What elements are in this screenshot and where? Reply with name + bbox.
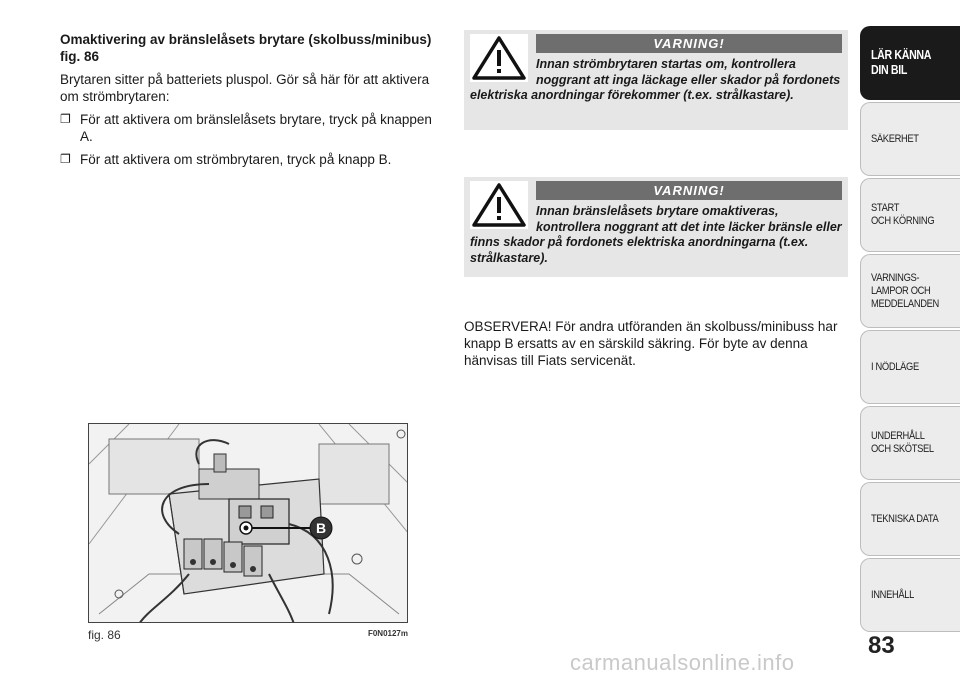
warning-box — [464, 30, 848, 130]
left-column — [60, 31, 440, 168]
figure-label: fig. 86 — [88, 628, 121, 642]
checkbox-bullet-icon: ❐ — [60, 152, 71, 166]
tab-tekniska-data[interactable] — [860, 482, 960, 556]
bullet-text: För att aktivera om bränslelåsets brytare, tryck på knappen A. — [80, 112, 432, 144]
tab-label: SÄKERHET — [871, 132, 919, 145]
tab-varningslampor[interactable] — [860, 254, 960, 328]
warning-text: Innan strömbrytaren startas om, kontrollera noggrant att inga läckage eller skador på fordonets elektriska anordningar förekommer (t.ex. strålkastare). — [470, 57, 841, 102]
bullet-text: För att aktivera om strömbrytaren, tryck på knapp B. — [80, 152, 392, 167]
tab-lar-kanna-din-bil[interactable] — [860, 26, 960, 100]
list-item — [60, 151, 440, 168]
tab-innehall[interactable] — [860, 558, 960, 632]
warning-triangle-icon — [470, 181, 528, 229]
tab-label: VARNINGS- LAMPOR OCH MEDDELANDEN — [871, 271, 939, 310]
tab-label: START OCH KÖRNING — [871, 202, 935, 227]
tab-label: TEKNISKA DATA — [871, 512, 939, 525]
warning-text: Innan bränslelåsets brytare omaktiveras, kontrollera noggrant att det inte läcker bränsle eller finns skador på fordonets elektriska anordningarna (t.ex. strålkastare). — [470, 204, 842, 265]
warning-triangle-icon — [470, 34, 528, 82]
checkbox-bullet-icon: ❐ — [60, 112, 71, 126]
warning-box — [464, 177, 848, 277]
tab-label: I NÖDLÄGE — [871, 360, 919, 373]
tab-sakerhet[interactable] — [860, 102, 960, 176]
warning-title: VARNING! — [536, 181, 842, 200]
tab-label: UNDERHÅLL OCH SKÖTSEL — [871, 430, 934, 455]
watermark: carmanualsonline.info — [570, 650, 795, 675]
tab-start-och-korning[interactable] — [860, 178, 960, 252]
tab-label: LÄR KÄNNA DIN BIL — [871, 48, 932, 77]
chapter-tabs — [860, 26, 960, 634]
figure-caption — [88, 628, 408, 642]
page-number: 83 — [868, 632, 895, 659]
battery-illustration — [89, 424, 408, 623]
note-paragraph: OBSERVERA! För andra utföranden än skolbuss/minibuss har knapp B ersatts av en särskild säkring. För byte av denna hänvisas till Fiats servicenät. — [464, 319, 838, 368]
callout-label: B — [315, 520, 327, 536]
figure-battery-switch — [88, 423, 408, 623]
tab-label: INNEHÅLL — [871, 588, 915, 601]
tab-underhall[interactable] — [860, 406, 960, 480]
intro-paragraph: Brytaren sitter på batteriets pluspol. Gör så här för att aktivera om strömbrytaren: — [60, 72, 430, 104]
warning-title: VARNING! — [536, 34, 842, 53]
tab-i-nodlage[interactable] — [860, 330, 960, 404]
section-heading: Omaktivering av bränslelåsets brytare (skolbuss/minibus) fig. 86 — [60, 32, 432, 64]
list-item — [60, 111, 440, 145]
figure-code: F0N0127m — [367, 629, 408, 638]
